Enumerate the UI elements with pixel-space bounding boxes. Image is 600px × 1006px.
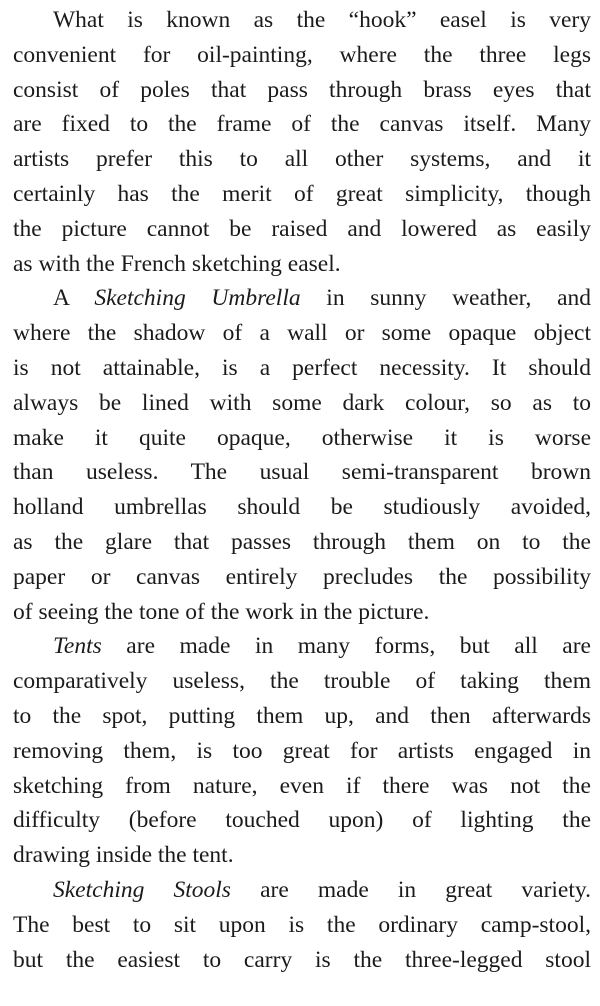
text-line: of seeing the tone of the work in the picture. xyxy=(13,598,430,625)
lead-rest-text: are made in great variety. xyxy=(230,876,591,903)
text-line: difficulty (before touched upon) of lighting the xyxy=(13,807,591,834)
text-line: always be lined with some dark colour, so as to xyxy=(13,389,591,416)
paragraph-hook-easel xyxy=(13,3,591,281)
lead-plain-text: A xyxy=(53,285,95,312)
text-line: but the easiest to carry is the three-legged stool xyxy=(13,946,591,973)
italic-term: Sketching Stools xyxy=(53,876,231,903)
text-line: is not attainable, is a perfect necessity. It should xyxy=(13,354,591,381)
text-line: are fixed to the frame of the canvas itself. Many xyxy=(13,111,591,138)
text-line: holland umbrellas should be studiously avoided, xyxy=(13,494,591,521)
text-line: to the spot, putting them up, and then afterwards xyxy=(13,702,591,729)
paragraph-tents xyxy=(13,629,591,873)
text-line: as the glare that passes through them on to the xyxy=(13,528,591,555)
text-line: certainly has the merit of great simplicity, though xyxy=(13,180,591,207)
text-line: as with the French sketching easel. xyxy=(13,250,341,277)
italic-term: Sketching Umbrella xyxy=(94,285,301,312)
text-line: artists prefer this to all other systems, and it xyxy=(13,146,591,173)
paragraph-sketching-stools xyxy=(13,873,591,977)
text-line: than useless. The usual semi-transparent brown xyxy=(13,459,591,486)
paragraph-lead-line xyxy=(13,281,591,316)
text-line: consist of poles that pass through brass eyes that xyxy=(13,76,591,103)
text-line: make it quite opaque, otherwise it is worse xyxy=(13,424,591,451)
paragraph-lead-line xyxy=(13,873,591,908)
text-line: removing them, is too great for artists engaged in xyxy=(13,737,591,764)
text-line: sketching from nature, even if there was not the xyxy=(13,772,591,799)
text-line: What is known as the “hook” easel is very xyxy=(53,7,591,33)
text-line: the picture cannot be raised and lowered as easily xyxy=(13,215,591,242)
text-line: paper or canvas entirely precludes the possibility xyxy=(13,563,591,590)
text-line: The best to sit upon is the ordinary camp-stool, xyxy=(13,911,591,938)
lead-rest-text: in sunny weather, and xyxy=(300,285,591,312)
paragraph-lead-line xyxy=(13,629,591,664)
text-line: where the shadow of a wall or some opaque object xyxy=(13,320,591,347)
text-line: comparatively useless, the trouble of taking them xyxy=(13,668,591,695)
lead-rest-text: are made in many forms, but all are xyxy=(101,633,591,660)
text-line: drawing inside the tent. xyxy=(13,842,234,869)
text-line: convenient for oil-painting, where the three legs xyxy=(13,41,591,68)
paragraph-sketching-umbrella xyxy=(13,281,591,629)
italic-term: Tents xyxy=(53,633,102,660)
